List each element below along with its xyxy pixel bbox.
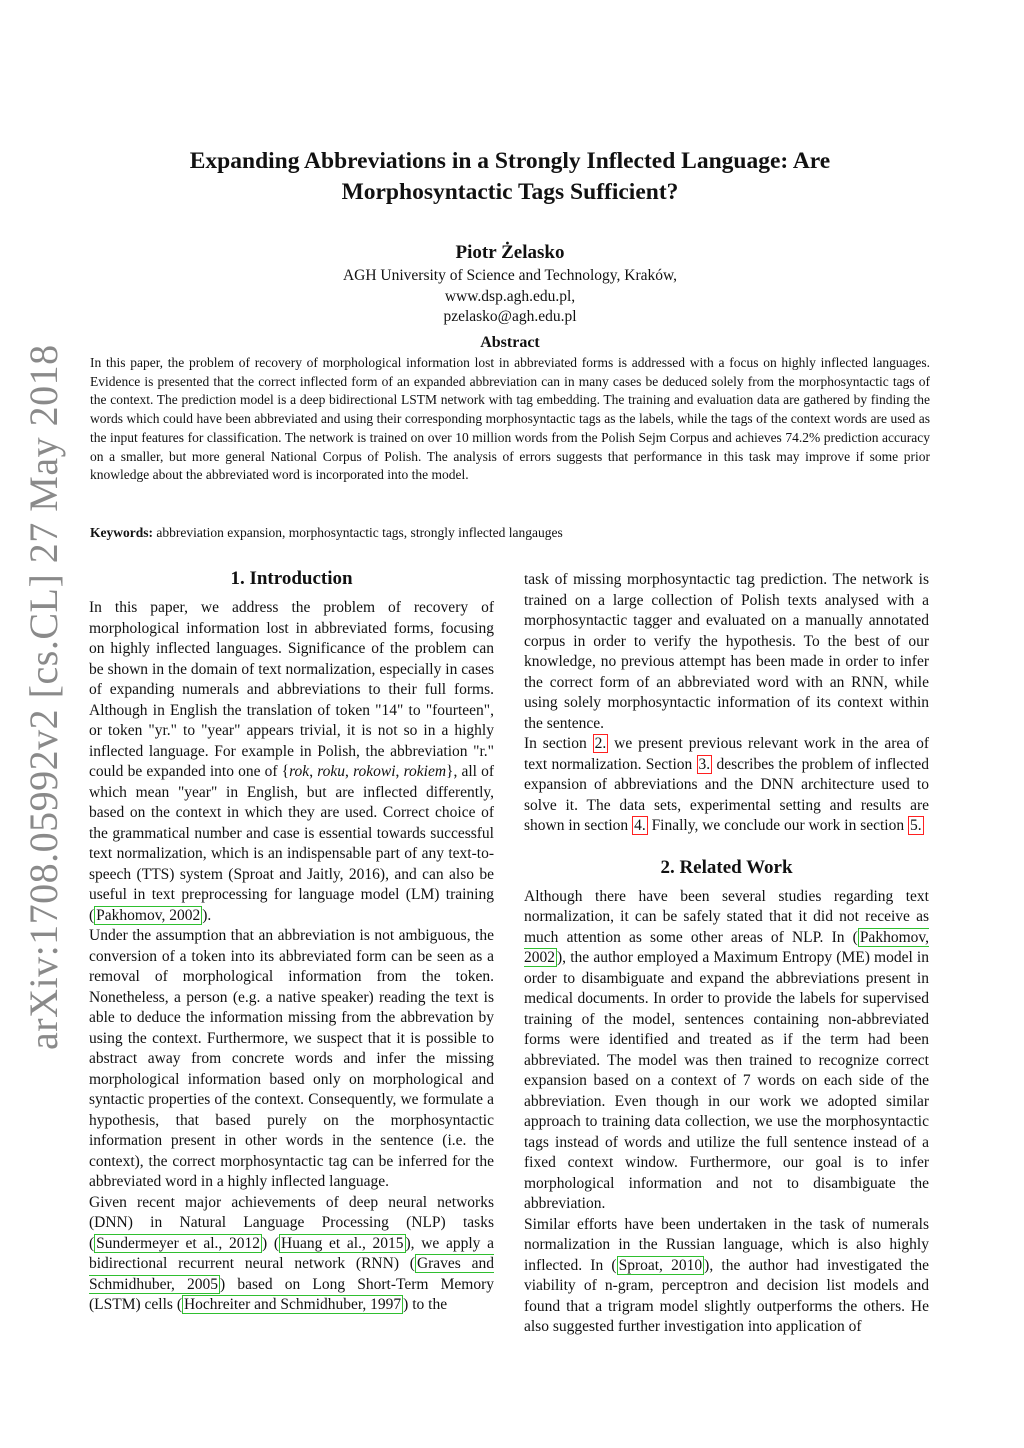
related-text-part: Although there have been several studies regarding text normalization, it can be safely stated that it did not receive as much attention as some other areas of NLP. In ( [524, 887, 929, 946]
keywords-label: Keywords: [90, 525, 153, 540]
intro-text-part: we present previous relevant work in the area of text normalization. Section [524, 735, 929, 773]
section-link-3[interactable]: 3. [698, 755, 711, 773]
intro-text-part: ), we apply a bidirectional recurrent neural network (RNN) ( [89, 1234, 494, 1272]
title-line-1: Expanding Abbreviations in a Strongly Inflected Language: Are [189, 148, 831, 174]
author-name: Piotr Żelasko [455, 242, 565, 263]
related-text-part: Similar efforts have been undertaken in the task of numerals normalization in the Russian language, which is also highly inflected. In ( [524, 1215, 929, 1274]
intro-text-part: In section [524, 735, 593, 752]
intro-text-part: describes the problem of inflected expansion of abbreviations and the DNN architecture used to solve it. The data sets, experimental setting and results are shown in section [524, 755, 929, 834]
author-website[interactable]: www.dsp.agh.edu.pl, [444, 287, 576, 305]
author-email[interactable]: pzelasko@agh.edu.pl [443, 308, 577, 325]
related-text-part: ), the author employed a Maximum Entropy (ME) model in order to disambiguate and expand the abbreviations present in medical documents. In order to provide the labels for supervised training of the model, sentences containing non-abbreviated forms were identified and treated as if the term had been abbreviated. The model was then trained to recognize correct expansion based on a context of 7 words on each side of the abbreviation. Even though in our work we adopted similar approach to training data collection, we use the morphosyntactic tags instead of words and utilize the full sentence instead of a fixed context window. Furthermore, our goal is to infer morphological information and not to disambiguate the abbreviation. [524, 949, 929, 1212]
intro-text-part: Finally, we conclude our work in section [647, 817, 908, 834]
section-link-4[interactable]: 4. [634, 817, 646, 834]
intro-paragraph-4: task of missing morphosyntactic tag prediction. The network is trained on a large collection of Polish texts analysed with a morphosyntactic tagger and evaluated on a manually annotated corpus in order to verify the hypothesis. To the best of our knowledge, no previous attempt has been made in order to infer the correct form of an abbreviated word with an RNN, while using solely morphosyntactic information of its context within the sentence. [524, 571, 929, 732]
right-column [524, 570, 929, 1338]
citation-link-hochreiter[interactable]: Hochreiter and Schmidhuber, 1997 [183, 1296, 402, 1313]
related-paragraph-1 [524, 887, 929, 1215]
section-heading-related-work: 2. Related Work [660, 856, 793, 878]
arxiv-identifier: arXiv:1708.05992v2 [cs.CL] 27 May 2018 [21, 344, 66, 1050]
intro-text-part: ) based on Long Short-Term Memory (LSTM) cells ( [89, 1275, 494, 1313]
left-column [89, 566, 494, 1316]
title-line-2: Morphosyntactic Tags Sufficient? [341, 179, 679, 205]
example-form-rok: rok [289, 763, 310, 780]
separator: , [309, 763, 318, 780]
intro-text-part: ) ( [262, 1234, 280, 1252]
section-link-2[interactable]: 2. [594, 735, 607, 752]
section-link-5[interactable]: 5. [909, 817, 922, 834]
citation-link-sproat[interactable]: Sproat, 2010 [618, 1256, 703, 1274]
section-heading-introduction: 1. Introduction [230, 568, 353, 589]
intro-paragraph-3 [89, 1193, 494, 1316]
intro-text-part: ). [202, 906, 212, 924]
citation-link-huang[interactable]: Huang et al., 2015 [281, 1234, 404, 1252]
citation-link-pakhomov[interactable]: Pakhomov, 2002 [524, 928, 929, 966]
abstract-text: In this paper, the problem of recovery of morphological information lost in abbreviated forms is addressed with a focus on highly inflected languages. Evidence is presented that the correct inflected form of an expanded abbreviation can in many cases be deduced solely from the morphosyntactic tags of the context. The prediction model is a deep bidirectional LSTM network with tag embedding. The training and evaluation data are gathered by finding the words which could have been abbreviated and using their corresponding morphosyntactic tags as the labels, while the tags of the context words are used as the input features for classification. The network is trained on over 10 million words from the Polish Sejm Corpus and achieves 74.2% prediction accuracy on a smaller, but more general National Corpus of Polish. The analysis of errors suggests that performance in this task may improve if some prior knowledge about the abbreviated word is incorporated into the model. [90, 355, 930, 483]
keywords [90, 523, 930, 543]
keywords-text: abbreviation expansion, morphosyntactic tags, strongly inflected langauges [153, 525, 563, 540]
intro-text-part: }, all of which mean "year" in English, but are inflected differently, based on the context in which they are used. Correct choice of the grammatical number and case is essential towards successful text normalization, which is an indispensable part of any text-to-speech (TTS) system (Sproat and Jaitly, 2016), and can also be useful in text preprocessing for language model (LM) training ( [89, 763, 495, 924]
author-block [90, 240, 930, 328]
intro-paragraph-5 [524, 734, 929, 837]
citation-link-pakhomov[interactable]: Pakhomov, 2002 [96, 906, 201, 924]
abstract-heading: Abstract [480, 334, 540, 351]
paper-title [120, 146, 900, 208]
citation-link-sundermeyer[interactable]: Sundermeyer et al., 2012 [96, 1234, 260, 1252]
author-affiliation: AGH University of Science and Technology, Kraków, [342, 267, 678, 284]
related-text-part: ), the author had investigated the viability of n-gram, perceptron and decision list models and found that a trigram model slightly outperforms the others. He also suggested further investigation into application of [524, 1256, 929, 1335]
example-form-rokowi: rokowi [353, 763, 396, 780]
example-form-rokiem: rokiem [403, 763, 447, 780]
separator: , [345, 763, 354, 780]
intro-text-part: ) to the [403, 1296, 448, 1313]
example-form-roku: roku [317, 763, 346, 780]
citation-link-graves[interactable]: Graves and Schmidhuber, 2005 [89, 1255, 495, 1293]
intro-text-part: Given recent major achievements of deep neural networks (DNN) in Natural Language Processing (NLP) tasks ( [89, 1193, 494, 1252]
separator: , [395, 763, 404, 780]
intro-paragraph-1 [89, 598, 494, 926]
related-paragraph-2 [524, 1215, 929, 1338]
intro-paragraph-2: Under the assumption that an abbreviation is not ambiguous, the conversion of a token into its abbreviated form can be seen as a removal of morphological information from the token. Nonetheless, a person (e.g. a native speaker) reading the text is able to deduce the information missing from the abbrevation by using the context. Furthermore, we suspect that it is possible to abstract away from concrete words and infer the missing morphological information based only on morphological and syntactic properties of the context. Consequently, we formulate a hypothesis, that based purely on the morphosyntactic information present in other words in the sentence (i.e. the context), the correct morphosyntactic tag can be inferred for the abbreviated word in a highly inflected language. [89, 927, 494, 1190]
intro-text-part: In this paper, we address the problem of recovery of morphological information lost in abbreviated forms, focusing on highly inflected languages. Significance of the problem can be shown in the domain of text normalization, especially in cases of expanding numerals and abbreviations to their full forms. Although in English the translation of token "14" to "fourteen", or token "yr." to "year" appears trivial, it is not so in a highly inflected language. For example in Polish, the abbreviation "r." could be expanded into one of { [89, 599, 494, 780]
